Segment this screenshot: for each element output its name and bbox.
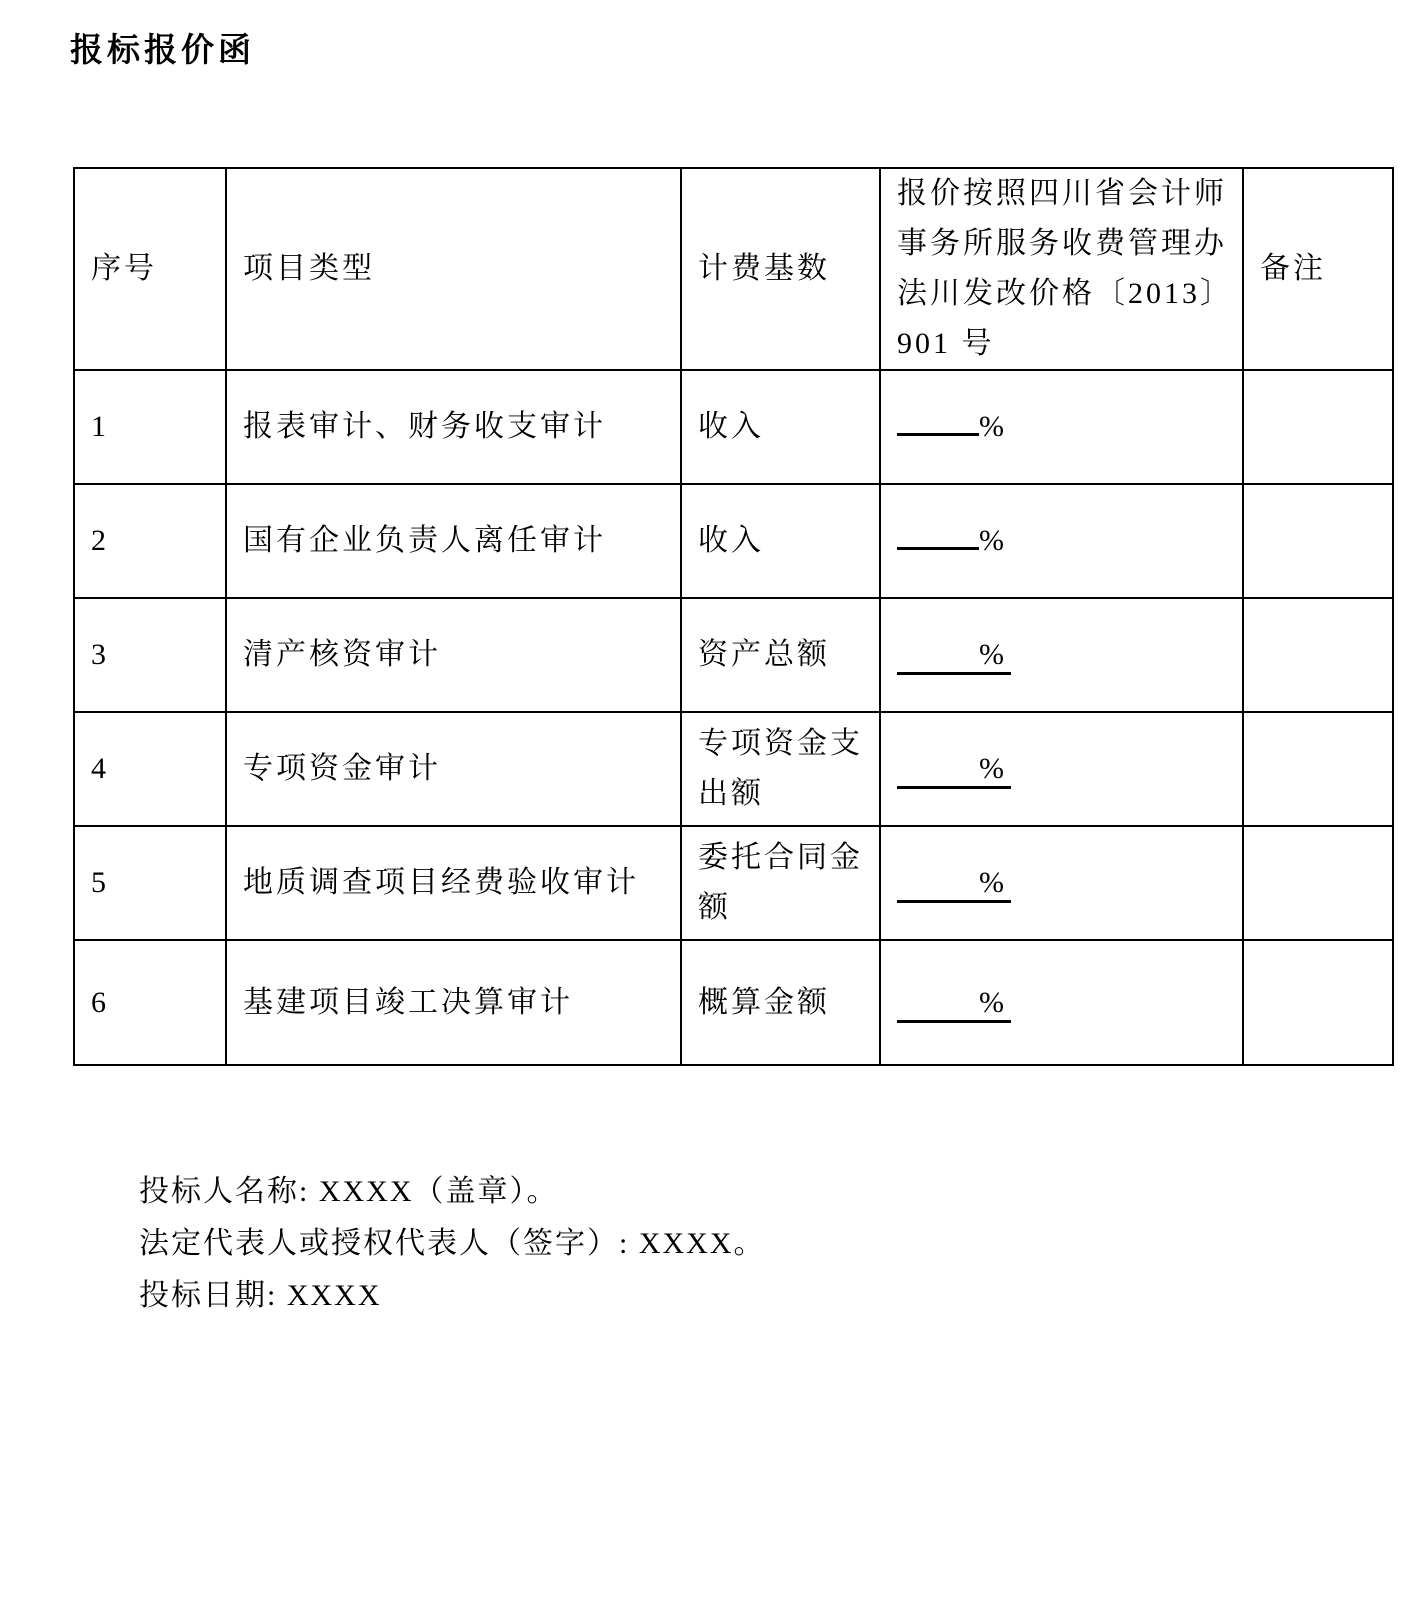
quote-fill-in-line [897, 986, 1011, 1023]
cell-base: 收入 [681, 370, 880, 484]
header-cell-quote: 报价按照四川省会计师事务所服务收费管理办法川发改价格〔2013〕901 号 [880, 168, 1243, 370]
cell-base: 委托合同金额 [681, 826, 880, 940]
percent-sign: % [979, 752, 1007, 785]
cell-type: 清产核资审计 [226, 598, 681, 712]
table-row [74, 484, 1393, 598]
quote-fill-in-line [897, 866, 1011, 903]
cell-type: 基建项目竣工决算审计 [226, 940, 681, 1065]
percent-sign: % [979, 524, 1007, 557]
cell-no: 2 [74, 484, 226, 598]
cell-quote [880, 598, 1243, 712]
cell-quote [880, 484, 1243, 598]
percent-sign: % [979, 866, 1007, 899]
bidder-name-line: 投标人名称: XXXX（盖章）。 [139, 1175, 559, 1208]
cell-base: 专项资金支出额 [681, 712, 880, 826]
header-cell-note: 备注 [1243, 168, 1393, 370]
header-cell-no: 序号 [74, 168, 226, 370]
quote-fill-in-line [897, 638, 1011, 675]
cell-note [1243, 712, 1393, 826]
cell-type: 专项资金审计 [226, 712, 681, 826]
percent-sign: % [979, 985, 1007, 1019]
cell-base: 收入 [681, 484, 880, 598]
cell-no: 5 [74, 826, 226, 940]
cell-quote [880, 940, 1243, 1065]
header-cell-base: 计费基数 [681, 168, 880, 370]
cell-note [1243, 598, 1393, 712]
cell-base: 资产总额 [681, 598, 880, 712]
table-row [74, 940, 1393, 1065]
quote-fill-in-line [897, 410, 1007, 444]
table-row [74, 712, 1393, 826]
quote-fill-in-line [897, 524, 1007, 558]
cell-type: 报表审计、财务收支审计 [226, 370, 681, 484]
table-row [74, 598, 1393, 712]
blank-underline [897, 547, 979, 550]
table-row [74, 370, 1393, 484]
cell-base: 概算金额 [681, 940, 880, 1065]
legal-representative-line: 法定代表人或授权代表人（签字）: XXXX。 [139, 1227, 766, 1260]
cell-note [1243, 484, 1393, 598]
quotation-table [73, 167, 1394, 1066]
percent-sign: % [979, 638, 1007, 671]
quote-fill-in-line [897, 752, 1011, 789]
signature-block [139, 1166, 766, 1322]
cell-note [1243, 826, 1393, 940]
page-title: 报标报价函 [70, 33, 255, 69]
cell-type: 地质调查项目经费验收审计 [226, 826, 681, 940]
table-row [74, 826, 1393, 940]
cell-note [1243, 370, 1393, 484]
cell-quote [880, 370, 1243, 484]
header-cell-type: 项目类型 [226, 168, 681, 370]
blank-underline [897, 433, 979, 436]
bid-date-line: 投标日期: XXXX [139, 1279, 382, 1312]
cell-no: 3 [74, 598, 226, 712]
percent-sign: % [979, 410, 1007, 443]
cell-note [1243, 940, 1393, 1065]
cell-quote [880, 826, 1243, 940]
cell-no: 6 [74, 940, 226, 1065]
cell-no: 4 [74, 712, 226, 826]
cell-quote [880, 712, 1243, 826]
table-header-row [74, 168, 1393, 370]
cell-type: 国有企业负责人离任审计 [226, 484, 681, 598]
cell-no: 1 [74, 370, 226, 484]
